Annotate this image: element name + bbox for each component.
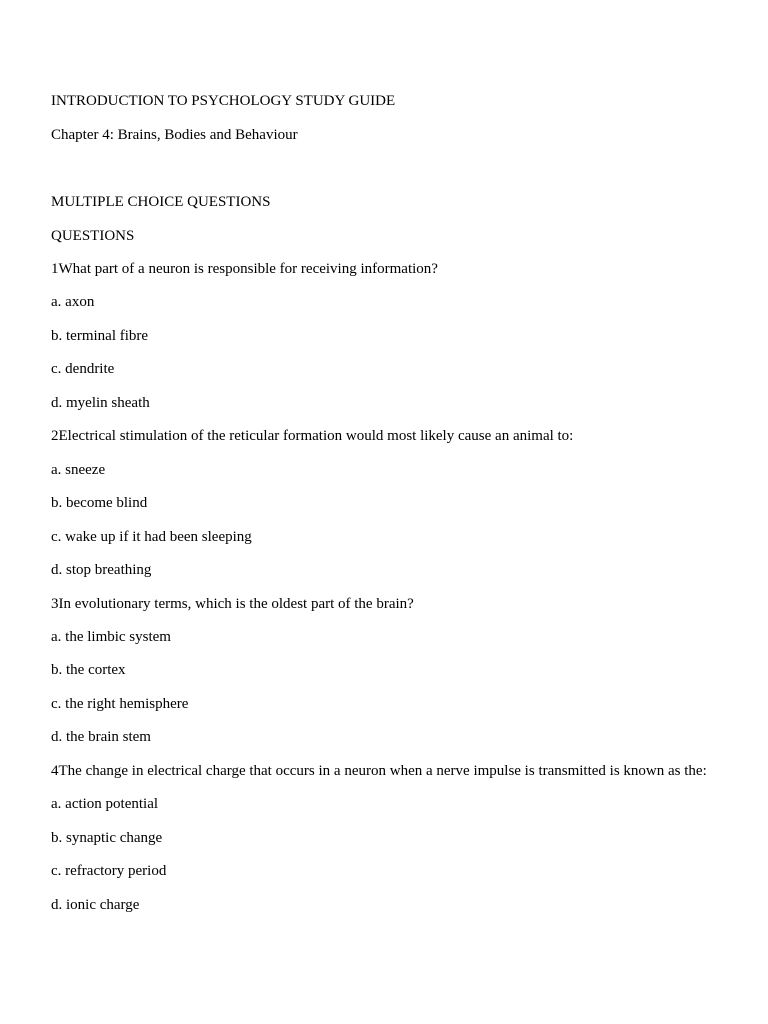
question-1-option-c: c. dendrite [51, 361, 115, 377]
question-4-option-c: c. refractory period [51, 863, 167, 879]
chapter-title: Chapter 4: Brains, Bodies and Behaviour [51, 127, 298, 143]
question-3-text: 3In evolutionary terms, which is the oldest part of the brain? [51, 596, 414, 612]
question-3-option-a: a. the limbic system [51, 629, 171, 645]
question-2-text: 2Electrical stimulation of the reticular formation would most likely cause an animal to: [51, 428, 574, 444]
question-4-option-d: d. ionic charge [51, 897, 140, 913]
question-4-option-a: a. action potential [51, 796, 159, 812]
question-3-option-c: c. the right hemisphere [51, 696, 189, 712]
question-2-option-b: b. become blind [51, 495, 148, 511]
question-1-text: 1What part of a neuron is responsible for receiving information? [51, 261, 438, 277]
questions-heading: QUESTIONS [51, 228, 135, 244]
question-3-option-b: b. the cortex [51, 662, 126, 678]
question-3-option-d: d. the brain stem [51, 729, 151, 745]
question-1-option-b: b. terminal fibre [51, 328, 149, 344]
question-4-text: 4The change in electrical charge that occurs in a neuron when a nerve impulse is transmitted is known as the: [51, 763, 707, 779]
section-heading: MULTIPLE CHOICE QUESTIONS [51, 194, 271, 210]
question-2-option-a: a. sneeze [51, 462, 106, 478]
question-4-option-b: b. synaptic change [51, 830, 163, 846]
question-1-option-a: a. axon [51, 294, 95, 310]
question-2-option-d: d. stop breathing [51, 562, 152, 578]
question-1-option-d: d. myelin sheath [51, 395, 150, 411]
question-2-option-c: c. wake up if it had been sleeping [51, 529, 252, 545]
document-title: INTRODUCTION TO PSYCHOLOGY STUDY GUIDE [51, 93, 396, 109]
